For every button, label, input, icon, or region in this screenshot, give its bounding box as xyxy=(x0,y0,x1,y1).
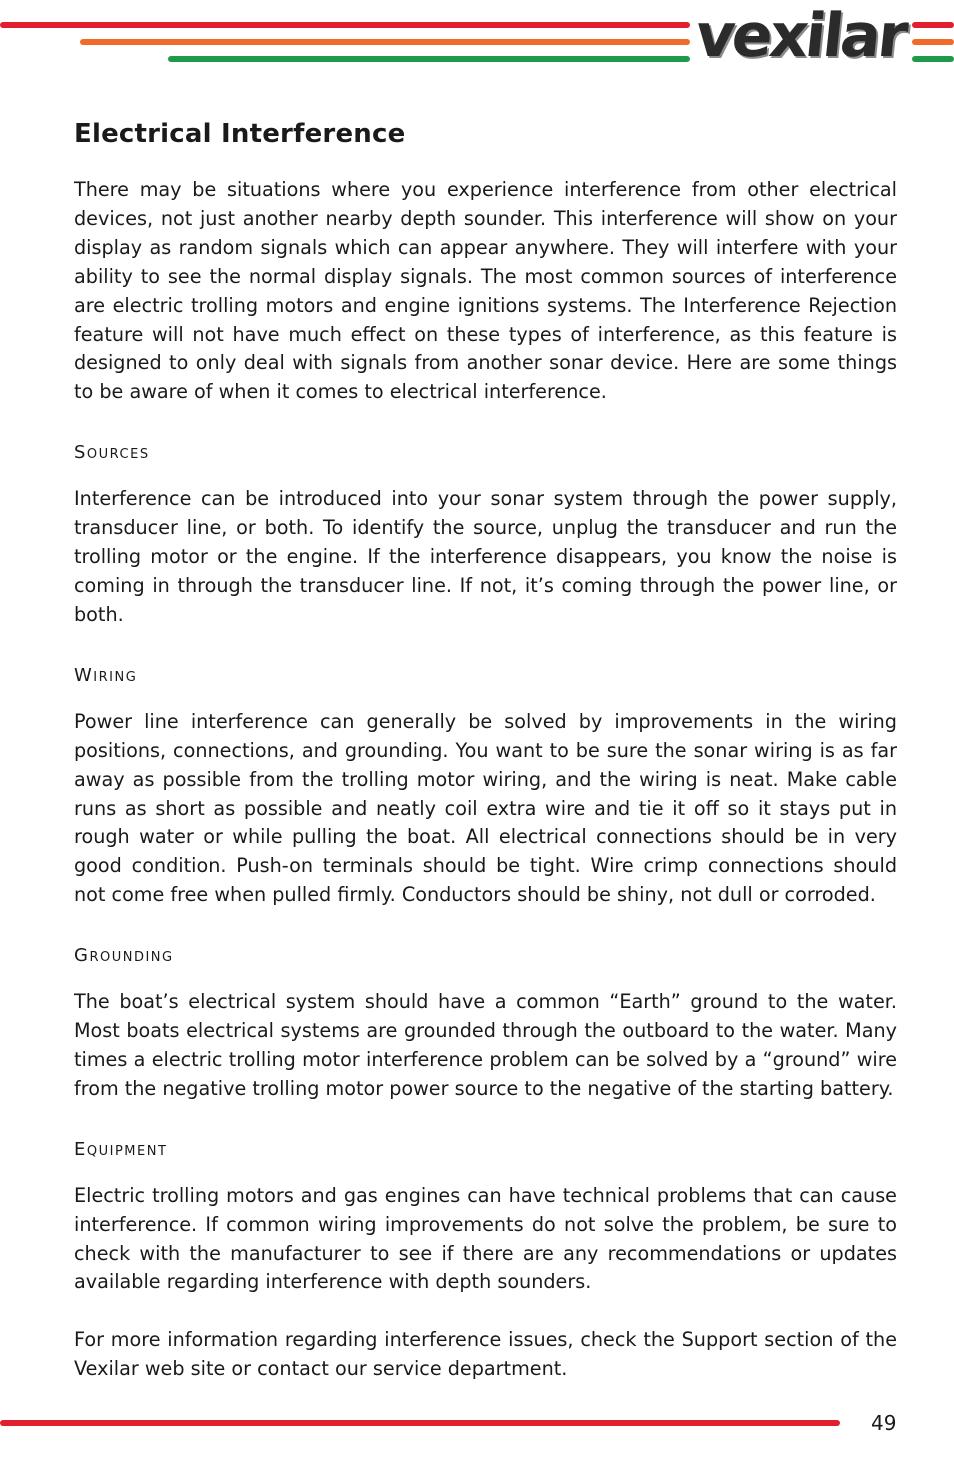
section-body-sources: Interference can be introduced into your sonar system through the power supply, transducer line, or both. To identify the source, unplug the transducer and run the trolling motor or the engine. If the interference disappears, you know the noise is coming in through the transducer line. If not, it’s coming through the power line, or both. xyxy=(74,487,897,626)
header-stripe-green xyxy=(168,56,690,62)
section-heading-grounding: Grounding xyxy=(74,945,174,967)
section-body-equipment: Electric trolling motors and gas engines can have technical problems that can cause interference. If common wiring improvements do not solve the problem, be sure to check with the manufacturer to see if there are any recommendations or updates available regarding interference with depth sounders. xyxy=(74,1183,897,1294)
header-stripe-orange-right xyxy=(912,39,954,45)
header-stripe-red-right xyxy=(912,22,954,28)
footer-stripe-red xyxy=(0,1420,840,1426)
intro-paragraph: There may be situations where you experience interference from other electrical devices, not just another nearby depth sounder. This interference will show on your display as random signals which can appear anywhere. They will interfere with your ability to see the normal display signals. The most common sources of interference are electric trolling motors and engine ignitions systems. The Interference Rejection feature will not have much effect on these types of interference, as this feature is designed to only deal with signals from another sonar device. Here are some things to be aware of when it comes to electrical interference. xyxy=(74,178,897,404)
page-number: 49 xyxy=(871,1411,897,1435)
page-title: Electrical Interference xyxy=(74,119,406,149)
support-note-paragraph: For more information regarding interference issues, check the Support section of the Vexilar web site or contact our service department. xyxy=(74,1328,897,1381)
header-stripe-orange xyxy=(80,39,690,45)
page-content xyxy=(74,116,897,1384)
section-body-grounding: The boat’s electrical system should have a common “Earth” ground to the water. Most boats electrical systems are grounded through the outboard to the water. Many times a electric trolling motor interference problem can be solved by a “ground” wire from the negative trolling motor power source to the negative of the starting battery. xyxy=(74,990,897,1100)
section-heading-equipment: Equipment xyxy=(74,1138,168,1160)
header-stripe-red xyxy=(0,22,690,28)
vexilar-logo: vexilar xyxy=(692,1,909,71)
section-heading-sources: Sources xyxy=(74,442,150,464)
section-body-wiring: Power line interference can generally be solved by improvements in the wiring positions, connections, and grounding. You want to be sure the sonar wiring is as far away as possible from the trolling motor wiring, and the wiring is neat. Make cable runs as short as possible and neatly coil extra wire and tie it off so it stays put in rough water or while pulling the boat. All electrical connections should be in very good condition. Push-on terminals should be tight. Wire crimp connections should not come free when pulled firmly. Conductors should be shiny, not dull or corroded. xyxy=(74,709,897,907)
header-stripe-green-right xyxy=(912,56,954,62)
section-heading-wiring: Wiring xyxy=(74,664,138,686)
